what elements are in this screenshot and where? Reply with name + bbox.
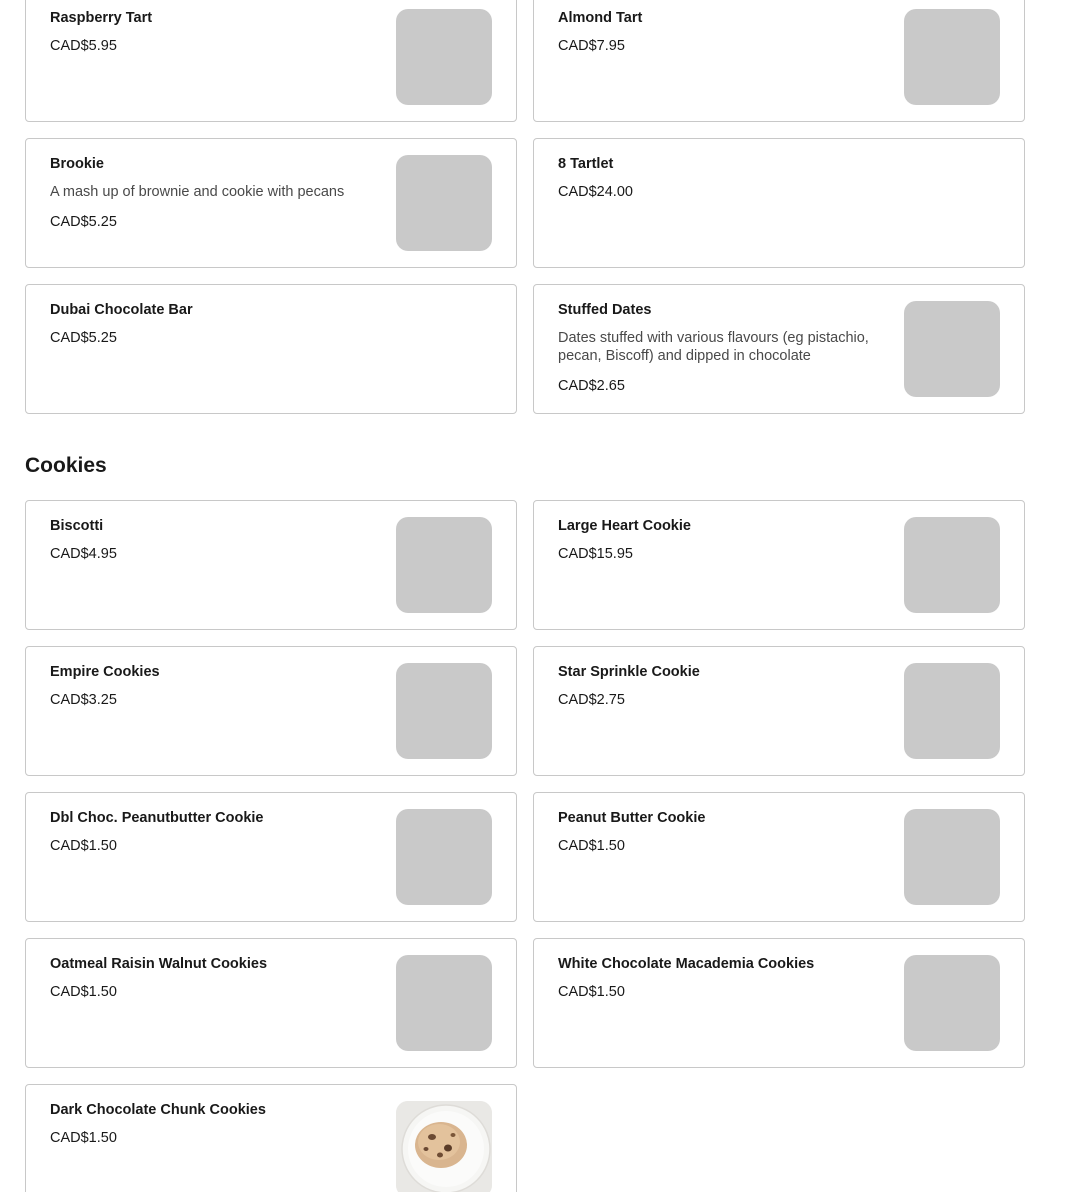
menu-item-name: White Chocolate Macademia Cookies xyxy=(558,956,815,972)
menu-item-name: Large Heart Cookie xyxy=(558,518,691,534)
menu-item-name: 8 Tartlet xyxy=(558,156,614,172)
menu-item-price: CAD$1.50 xyxy=(50,1130,117,1146)
menu-item-image-placeholder xyxy=(904,517,1000,613)
menu-item-name: Oatmeal Raisin Walnut Cookies xyxy=(50,956,268,972)
menu-item-price: CAD$3.25 xyxy=(50,692,117,708)
menu-item-text xyxy=(50,9,380,55)
menu-grid-pastry xyxy=(25,0,1025,414)
menu-item-photo-cookie xyxy=(396,1101,492,1192)
menu-item-card[interactable] xyxy=(25,0,517,122)
menu-item-price: CAD$1.50 xyxy=(558,838,625,854)
menu-item-image-placeholder xyxy=(396,663,492,759)
menu-item-name: Biscotti xyxy=(50,518,104,534)
menu-item-name: Dark Chocolate Chunk Cookies xyxy=(50,1102,266,1118)
menu-item-text xyxy=(558,663,888,709)
menu-item-image-placeholder xyxy=(396,955,492,1051)
menu-item-price: CAD$24.00 xyxy=(558,184,633,200)
menu-item-card[interactable] xyxy=(25,138,517,268)
menu-item-name: Raspberry Tart xyxy=(50,10,153,26)
menu-item-card[interactable] xyxy=(533,500,1025,630)
menu-item-price: CAD$15.95 xyxy=(558,546,633,562)
menu-item-card[interactable] xyxy=(25,1084,517,1192)
menu-item-description: A mash up of brownie and cookie with pecans xyxy=(50,184,345,200)
menu-item-text xyxy=(50,301,480,347)
menu-item-image-placeholder xyxy=(904,301,1000,397)
menu-item-card[interactable] xyxy=(533,138,1025,268)
menu-item-price: CAD$2.65 xyxy=(558,378,625,394)
menu-item-name: Star Sprinkle Cookie xyxy=(558,664,700,680)
menu-item-image-placeholder xyxy=(904,9,1000,105)
menu-item-text xyxy=(50,809,380,855)
menu-item-name: Dubai Chocolate Bar xyxy=(50,302,193,318)
menu-item-name: Empire Cookies xyxy=(50,664,160,680)
menu-item-text xyxy=(558,9,888,55)
menu-item-image-placeholder xyxy=(396,809,492,905)
menu-item-card[interactable] xyxy=(25,938,517,1068)
menu-item-card[interactable] xyxy=(533,792,1025,922)
menu-item-price: CAD$7.95 xyxy=(558,38,625,54)
menu-item-price: CAD$5.95 xyxy=(50,38,117,54)
menu-item-image-placeholder xyxy=(904,663,1000,759)
menu-item-price: CAD$1.50 xyxy=(50,838,117,854)
menu-item-text xyxy=(50,1101,380,1147)
menu-item-card[interactable] xyxy=(533,938,1025,1068)
menu-item-price: CAD$5.25 xyxy=(50,214,117,230)
menu-item-image-placeholder xyxy=(396,9,492,105)
menu-item-name: Peanut Butter Cookie xyxy=(558,810,706,826)
menu-item-text xyxy=(50,517,380,563)
menu-item-text xyxy=(558,955,888,1001)
menu-item-text xyxy=(558,155,988,201)
menu-item-card[interactable] xyxy=(533,646,1025,776)
menu-item-image-placeholder xyxy=(396,517,492,613)
menu-item-price: CAD$4.95 xyxy=(50,546,117,562)
menu-item-name: Brookie xyxy=(50,156,104,172)
menu-item-card[interactable] xyxy=(533,0,1025,122)
menu-item-card[interactable] xyxy=(25,500,517,630)
menu-item-text xyxy=(558,301,888,395)
menu-item-price: CAD$2.75 xyxy=(558,692,625,708)
menu-item-name: Stuffed Dates xyxy=(558,302,652,318)
menu-item-text xyxy=(558,809,888,855)
section-title-cookies: Cookies xyxy=(25,454,107,477)
menu-item-card[interactable] xyxy=(25,284,517,414)
menu-item-card[interactable] xyxy=(533,284,1025,414)
menu-item-text xyxy=(50,955,380,1001)
cookie-plate-image xyxy=(396,1101,492,1192)
menu-item-image-placeholder xyxy=(396,155,492,251)
menu-item-image-placeholder xyxy=(904,955,1000,1051)
menu-item-name: Almond Tart xyxy=(558,10,643,26)
menu-item-image-placeholder xyxy=(904,809,1000,905)
menu-item-price: CAD$1.50 xyxy=(50,984,117,1000)
menu-grid-cookies xyxy=(25,500,1025,1192)
menu-item-price: CAD$1.50 xyxy=(558,984,625,1000)
menu-item-card[interactable] xyxy=(25,646,517,776)
menu-item-text xyxy=(50,155,380,231)
menu-item-text xyxy=(558,517,888,563)
menu-item-card[interactable] xyxy=(25,792,517,922)
menu-item-text xyxy=(50,663,380,709)
menu-item-name: Dbl Choc. Peanutbutter Cookie xyxy=(50,810,264,826)
menu-item-description: Dates stuffed with various flavours (eg pistachio, pecan, Biscoff) and dipped in chocolate xyxy=(558,330,869,364)
menu-item-price: CAD$5.25 xyxy=(50,330,117,346)
